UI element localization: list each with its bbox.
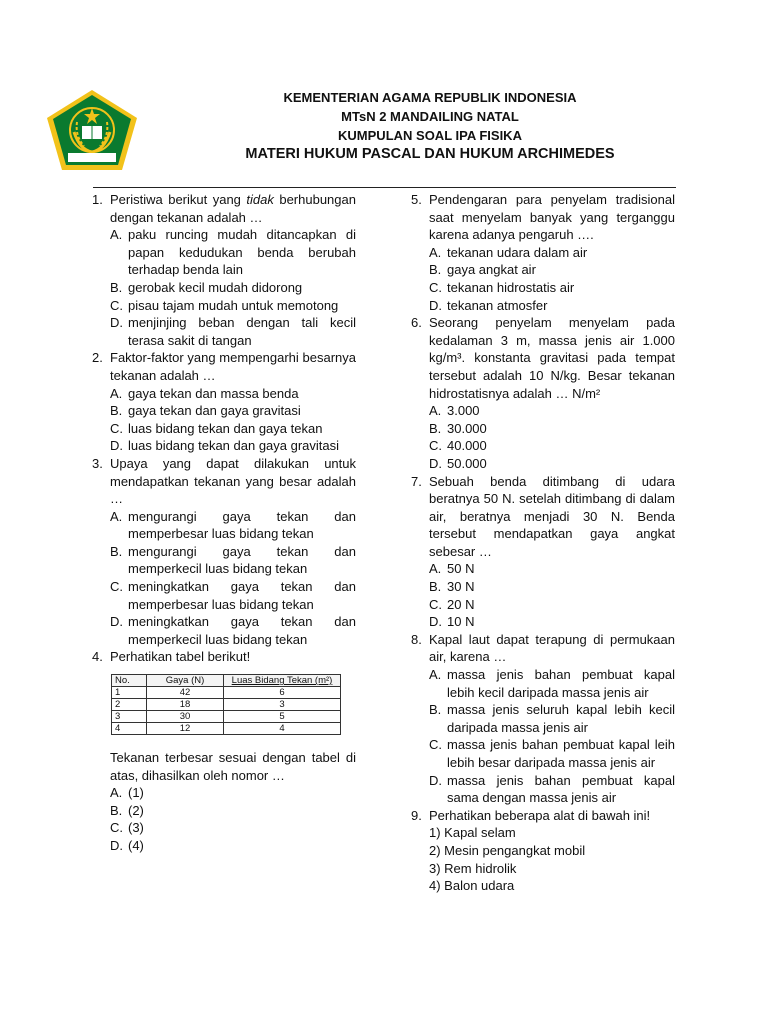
option-c: C. tekanan hidrostatis air [429,279,575,295]
left-column [92,191,356,855]
option-b: B. 30.000 [429,420,487,436]
option-a: A. paku runcing mudah ditancapkan di papan kedudukan benda berubah terhadap benda lain [110,227,356,278]
question-6 [411,314,675,472]
option-c: C. (3) [110,820,144,836]
question-number: 2. [92,350,103,366]
option-b: B. gaya angkat air [429,262,536,278]
table-header: Gaya (N) [147,675,224,687]
table-cell: 3 [112,711,147,723]
option-d: D. menjinjing beban dengan tali kecil terasa sakit di tangan [110,315,356,348]
table-row [112,723,341,735]
question-text: Perhatikan beberapa alat di bawah ini! [429,807,651,823]
question-number: 9. [411,807,422,823]
option-a: A. (1) [110,785,144,801]
ministry-logo-emblem [44,88,140,172]
question-number: 5. [411,192,422,207]
table-cell: 5 [224,711,341,723]
list-item: 3) Rem hidrolik [429,860,517,876]
table-cell: 30 [147,711,224,723]
question-2 [92,349,356,455]
table-row [112,687,341,699]
option-b: B. gerobak kecil mudah didorong [110,279,303,295]
option-d: D. luas bidang tekan dan gaya gravitasi [110,438,340,454]
material-title: MATERI HUKUM PASCAL DAN HUKUM ARCHIMEDES [245,146,615,162]
option-d: D. massa jenis bahan pembuat kapal sama dengan massa jenis air [429,772,675,806]
question-text: Pendengaran para penyelam tradisional saat menyelam banyak yang terganggu karena adanya pengaruh …. [429,192,675,243]
question-text: Sebuah benda ditimbang di udara beratnya 50 N. setelah ditimbang di dalam air, beratnya menjadi 30 N. Benda tersebut mendapatkan gaya angkat sebesar … [429,473,675,559]
question-text: Seorang penyelam menyelam pada kedalaman 3 m, massa jenis air 1.000 kg/m³. konstanta gravitasi pada tempat tersebut adalah 10 N/kg. Besar tekanan hidrostatisnya adalah … N/m² [429,315,675,401]
header-divider [93,187,676,188]
option-d: D. (4) [110,838,144,853]
option-c: C. luas bidang tekan dan gaya tekan [110,420,323,436]
option-b: B. 30 N [429,579,475,595]
option-a: A. 3.000 [429,403,480,419]
question-4 [92,648,356,854]
question-text: Peristiwa berikut yang [110,192,241,207]
option-d: D. meningkatkan gaya tekan dan memperkecil luas bidang tekan [110,614,356,647]
ministry-logo [44,88,140,172]
question-number: 3. [92,455,103,471]
option-a: A. massa jenis bahan pembuat kapal lebih kecil daripada massa jenis air [429,667,675,700]
table-cell: 18 [147,699,224,711]
option-b: B. massa jenis seluruh kapal lebih kecil daripada massa jenis air [429,702,675,735]
question-text: Perhatikan tabel berikut! [110,649,251,665]
question-text: Faktor-faktor yang mempengarhi besarnya tekanan adalah … [110,350,356,383]
question-text: Kapal laut dapat terapung di permukaan air, karena … [429,631,675,665]
option-d: D. tekanan atmosfer [429,297,548,313]
table-header: Luas Bidang Tekan (m²) [224,675,341,687]
table-cell: 1 [112,687,147,699]
option-d: D. 50.000 [429,455,487,471]
table-cell: 42 [147,687,224,699]
table-row [112,711,341,723]
question-emphasis: tidak [246,192,274,207]
question-followup: Tekanan terbesar sesuai dengan tabel di atas, dihasilkan oleh nomor … [110,750,356,783]
question-number: 8. [411,631,422,647]
option-a: A. tekanan udara dalam air [429,244,588,260]
question-number: 1. [92,192,103,207]
table-cell: 4 [112,723,147,735]
table-header: No. [112,675,147,687]
option-c: C. meningkatkan gaya tekan dan memperbesar luas bidang tekan [110,579,356,612]
question-7 [411,473,675,631]
option-a: A. mengurangi gaya tekan dan memperbesar luas bidang tekan [110,508,356,542]
option-c: C. 40.000 [429,438,487,454]
option-c: C. 20 N [429,596,475,612]
data-table [111,674,341,735]
list-item: 4) Balon udara [429,878,515,894]
option-a: A. 50 N [429,561,475,577]
table-cell: 6 [224,687,341,699]
table-cell: 3 [224,699,341,711]
table-cell: 2 [112,699,147,711]
list-item: 2) Mesin pengangkat mobil [429,842,586,858]
question-1 [92,191,356,349]
ministry-name: KEMENTERIAN AGAMA REPUBLIK INDONESIA [283,90,577,105]
question-number: 6. [411,315,422,331]
question-3 [92,455,356,649]
table-header-row [112,675,341,687]
table-cell: 4 [224,723,341,735]
option-b: B. (2) [110,802,144,818]
table-cell: 12 [147,723,224,735]
school-name: MTsN 2 MANDAILING NATAL [341,109,519,124]
collection-title: KUMPULAN SOAL IPA FISIKA [338,128,522,143]
question-8 [411,631,675,807]
right-column [411,191,675,895]
document-header [150,88,710,164]
question-number: 7. [411,473,422,489]
option-c: C. pisau tajam mudah untuk memotong [110,297,339,313]
option-d: D. 10 N [429,614,475,630]
option-a: A. gaya tekan dan massa benda [110,385,299,401]
question-text: berhubungan dengan tekanan adalah … [110,192,356,225]
question-9 [411,807,675,895]
option-b: B. mengurangi gaya tekan dan memperkecil luas bidang tekan [110,543,356,577]
question-text: Upaya yang dapat dilakukan untuk mendapatkan tekanan yang besar adalah … [110,455,356,507]
question-5 [411,191,675,314]
option-b: B. gaya tekan dan gaya gravitasi [110,403,301,419]
question-number: 4. [92,649,103,665]
table-row [112,699,341,711]
list-item: 1) Kapal selam [429,825,516,841]
option-c: C. massa jenis bahan pembuat kapal leih lebih besar daripada massa jenis air [429,737,675,770]
